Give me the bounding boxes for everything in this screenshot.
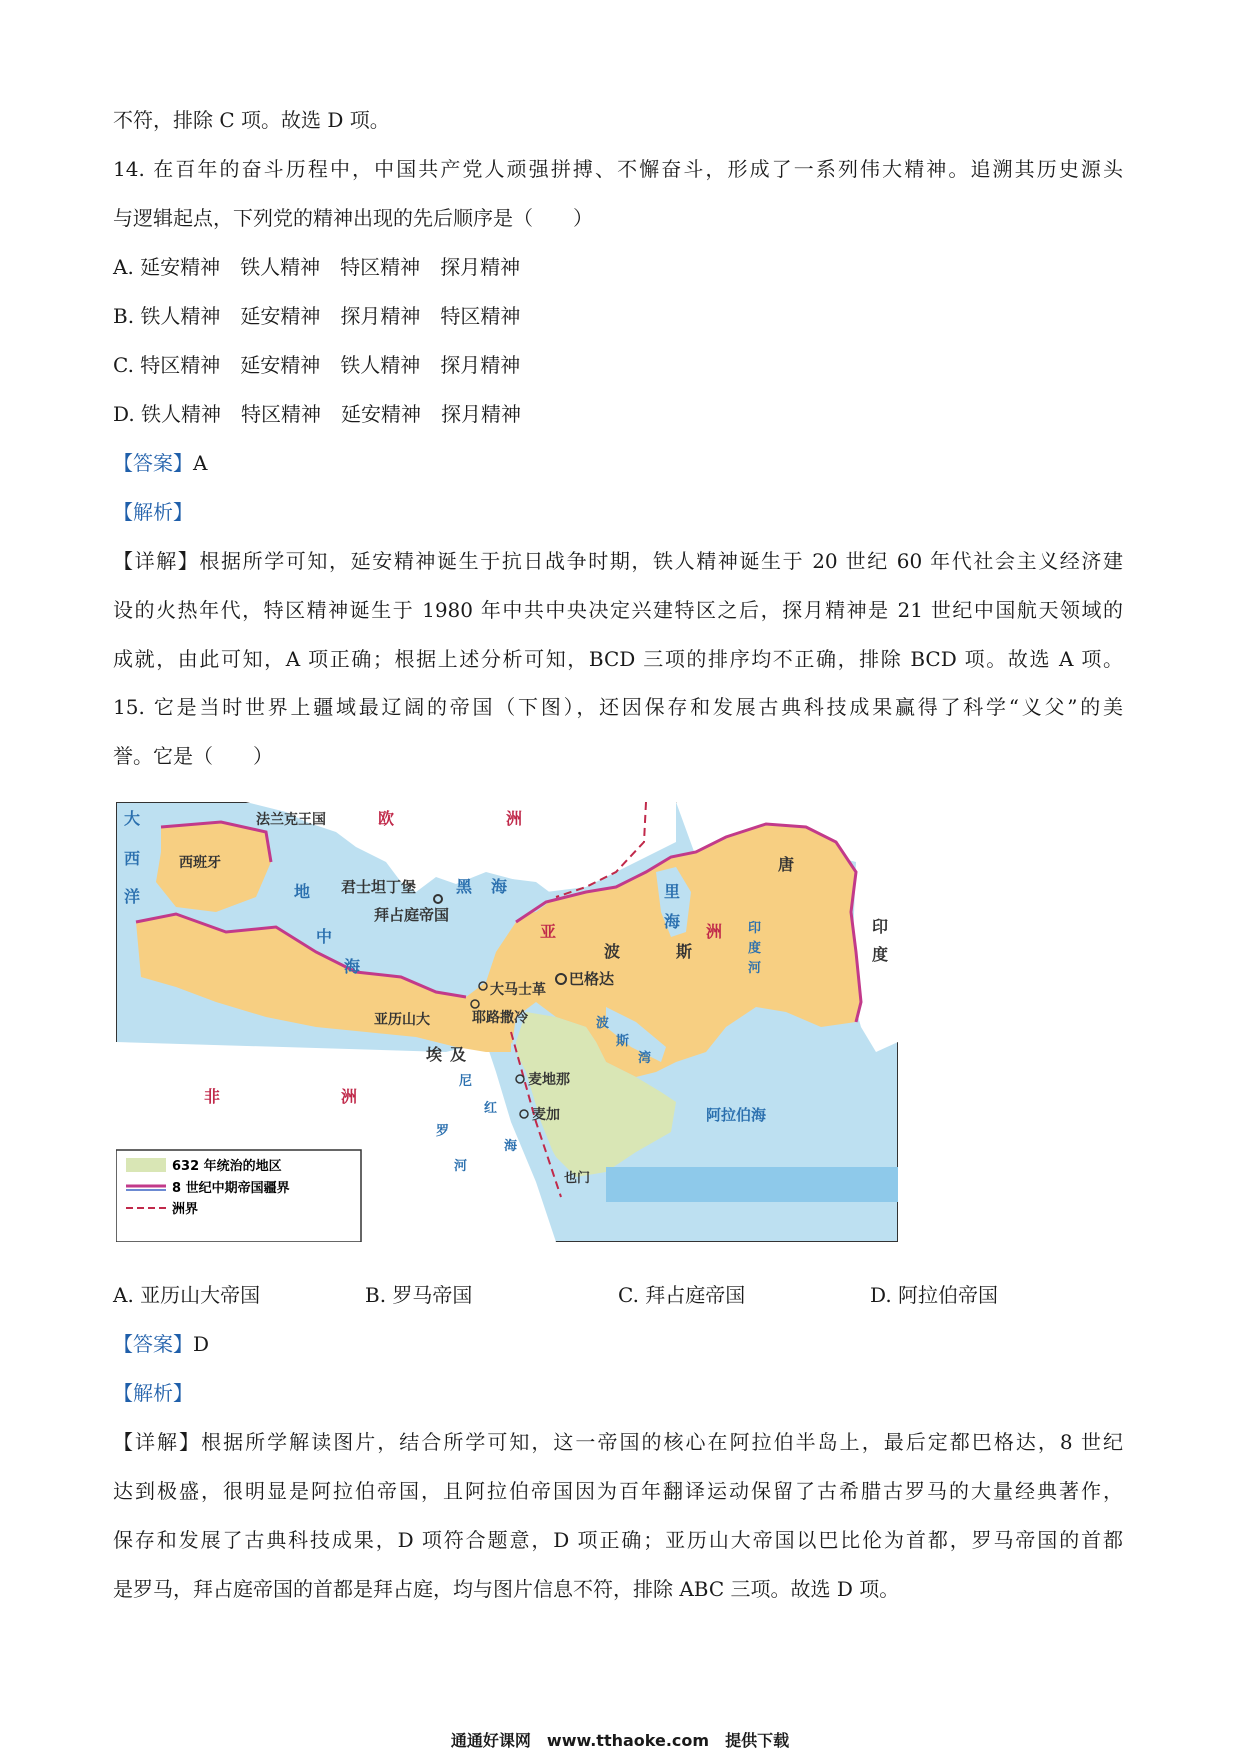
q15-detail-line4: 是罗马，拜占庭帝国的首都是拜占庭，均与图片信息不符，排除 ABC 三项。故选 D 项。 (113, 1577, 900, 1601)
arab-empire-map (116, 802, 898, 1242)
map-label-nile-1: 尼 (459, 1074, 473, 1089)
map-label-indus-3: 河 (748, 961, 762, 976)
q14-analysis-tag: 【解析】 (113, 500, 193, 524)
map-label-europe-1: 欧 (378, 809, 395, 828)
map-label-constantinople: 君士坦丁堡 (341, 878, 417, 896)
map-label-asia-1: 亚 (540, 922, 557, 941)
q15-detail-line3: 保存和发展了古典科技成果，D 项符合题意，D 项正确；亚历山大帝国以巴比伦为首都，罗马帝国的首都 (113, 1528, 1123, 1552)
detail-text: 根据所学解读图片，结合所学可知，这一帝国的核心在阿拉伯半岛上，最后定都巴格达，8 世纪 (201, 1430, 1124, 1454)
map-label-indus-1: 印 (748, 921, 762, 936)
map-label-jerusalem: 耶路撒冷 (472, 1010, 528, 1026)
answer-tag: 【答案】 (113, 451, 193, 475)
answer-value: A (193, 451, 208, 475)
map-label-persia-1: 波 (604, 942, 621, 961)
map-label-egypt-2: 及 (450, 1045, 467, 1064)
q14-detail-line1 (113, 547, 1123, 575)
q14-stem-line1: 14. 在百年的奋斗历程中，中国共产党人顽强拼搏、不懈奋斗，形成了一系列伟大精神。追溯其历史源头 (113, 157, 1123, 181)
map-label-gulf-3: 湾 (638, 1051, 652, 1066)
detail-tag: 【详解】 (113, 549, 200, 573)
q15-answer (113, 1330, 209, 1358)
legend-label-core: 632 年统治的地区 (172, 1159, 282, 1174)
map-label-black-1: 黑 (456, 877, 473, 896)
prev-answer-line: 不符，排除 C 项。故选 D 项。 (113, 108, 390, 132)
answer-value: D (193, 1332, 210, 1356)
map-label-indus-2: 度 (748, 941, 762, 956)
q15-detail-line2: 达到极盛，很明显是阿拉伯帝国，且阿拉伯帝国因为百年翻译运动保留了古希腊古罗马的大量经典著作， (113, 1479, 1123, 1503)
q15-stem-line1: 15. 它是当时世界上疆域最辽阔的帝国（下图），还因保存和发展古典科技成果赢得了科学“义父”的美 (113, 695, 1123, 719)
map-label-india-2: 度 (872, 945, 889, 964)
map-label-caspian-1: 里 (664, 882, 681, 901)
map-label-asia-2: 洲 (706, 922, 723, 941)
map-label-gulf-1: 波 (596, 1016, 610, 1031)
q14-detail-line3: 成就，由此可知，A 项正确；根据上述分析可知，BCD 三项的排序均不正确，排除 BCD 项。故选 A 项。 (113, 647, 1123, 671)
map-label-tang: 唐 (778, 855, 795, 874)
map-label-atlantic-2: 西 (124, 849, 141, 868)
legend-label-continent: 洲界 (172, 1202, 199, 1217)
answer-tag: 【答案】 (113, 1332, 193, 1356)
q14-option-d: D. 铁人精神 特区精神 延安精神 探月精神 (113, 402, 522, 426)
q15-option-d: D. 阿拉伯帝国 (870, 1283, 999, 1307)
legend-swatch-core (126, 1158, 166, 1172)
detail-tag: 【详解】 (113, 1430, 202, 1454)
q15-option-a: A. 亚历山大帝国 (113, 1283, 261, 1307)
map-label-atlantic-1: 大 (124, 809, 141, 828)
map-label-medina: 麦地那 (528, 1072, 570, 1088)
map-label-arabian-sea: 阿拉伯海 (706, 1106, 767, 1124)
detail-text: 根据所学可知，延安精神诞生于抗日战争时期，铁人精神诞生于 20 世纪 60 年代社会主义经济建 (199, 549, 1123, 573)
map-label-india-1: 印 (872, 917, 889, 936)
map-arabian-sea (606, 1167, 898, 1202)
q15-detail-line1 (113, 1428, 1123, 1456)
map-label-africa-1: 非 (204, 1087, 221, 1106)
map-label-red-1: 红 (484, 1101, 498, 1116)
q14-option-c: C. 特区精神 延安精神 铁人精神 探月精神 (113, 353, 521, 377)
map-label-red-2: 海 (504, 1139, 518, 1154)
q14-option-b: B. 铁人精神 延安精神 探月精神 特区精神 (113, 304, 521, 328)
map-label-damascus: 大马士革 (490, 982, 546, 998)
map-label-nile-2: 罗 (436, 1124, 450, 1139)
q14-stem-line2: 与逻辑起点，下列党的精神出现的先后顺序是（ ） (113, 206, 593, 230)
map-label-black-2: 海 (491, 877, 508, 896)
map-label-persia-2: 斯 (676, 942, 693, 961)
map-label-spain: 西班牙 (179, 855, 221, 871)
map-label-nile-3: 河 (454, 1159, 468, 1174)
map-label-baghdad: 巴格达 (569, 970, 615, 988)
q15-stem-line2: 誉。它是（ ） (113, 744, 273, 768)
map-label-mecca: 麦加 (532, 1107, 560, 1123)
map-label-aden: 也门 (564, 1171, 591, 1186)
q15-options (113, 1281, 1123, 1309)
map-label-atlantic-3: 洋 (124, 887, 141, 906)
q15-option-c: C. 拜占庭帝国 (618, 1283, 746, 1307)
map-label-med-1: 地 (294, 882, 311, 901)
map-label-alexandria: 亚历山大 (374, 1012, 430, 1028)
q15-option-b: B. 罗马帝国 (365, 1283, 473, 1307)
map-label-europe-2: 洲 (506, 809, 523, 828)
map-label-med-3: 海 (344, 957, 361, 976)
map-label-frank: 法兰克王国 (256, 812, 326, 828)
q15-analysis-tag: 【解析】 (113, 1381, 193, 1405)
page-footer: 通通好课网 www.tthaoke.com 提供下载 (450, 1731, 790, 1750)
map-label-africa-2: 洲 (341, 1087, 358, 1106)
map-legend (116, 1150, 361, 1242)
map-label-egypt-1: 埃 (426, 1045, 443, 1064)
map-label-gulf-2: 斯 (616, 1034, 630, 1049)
map-label-byzantine: 拜占庭帝国 (374, 906, 450, 924)
q14-answer (113, 449, 207, 477)
q14-option-a: A. 延安精神 铁人精神 特区精神 探月精神 (113, 255, 521, 279)
map-label-med-2: 中 (316, 927, 333, 946)
map-label-caspian-2: 海 (664, 912, 681, 931)
q14-detail-line2: 设的火热年代，特区精神诞生于 1980 年中共中央决定兴建特区之后，探月精神是 21 世纪中国航天领域的 (113, 598, 1123, 622)
legend-label-border: 8 世纪中期帝国疆界 (172, 1181, 290, 1196)
